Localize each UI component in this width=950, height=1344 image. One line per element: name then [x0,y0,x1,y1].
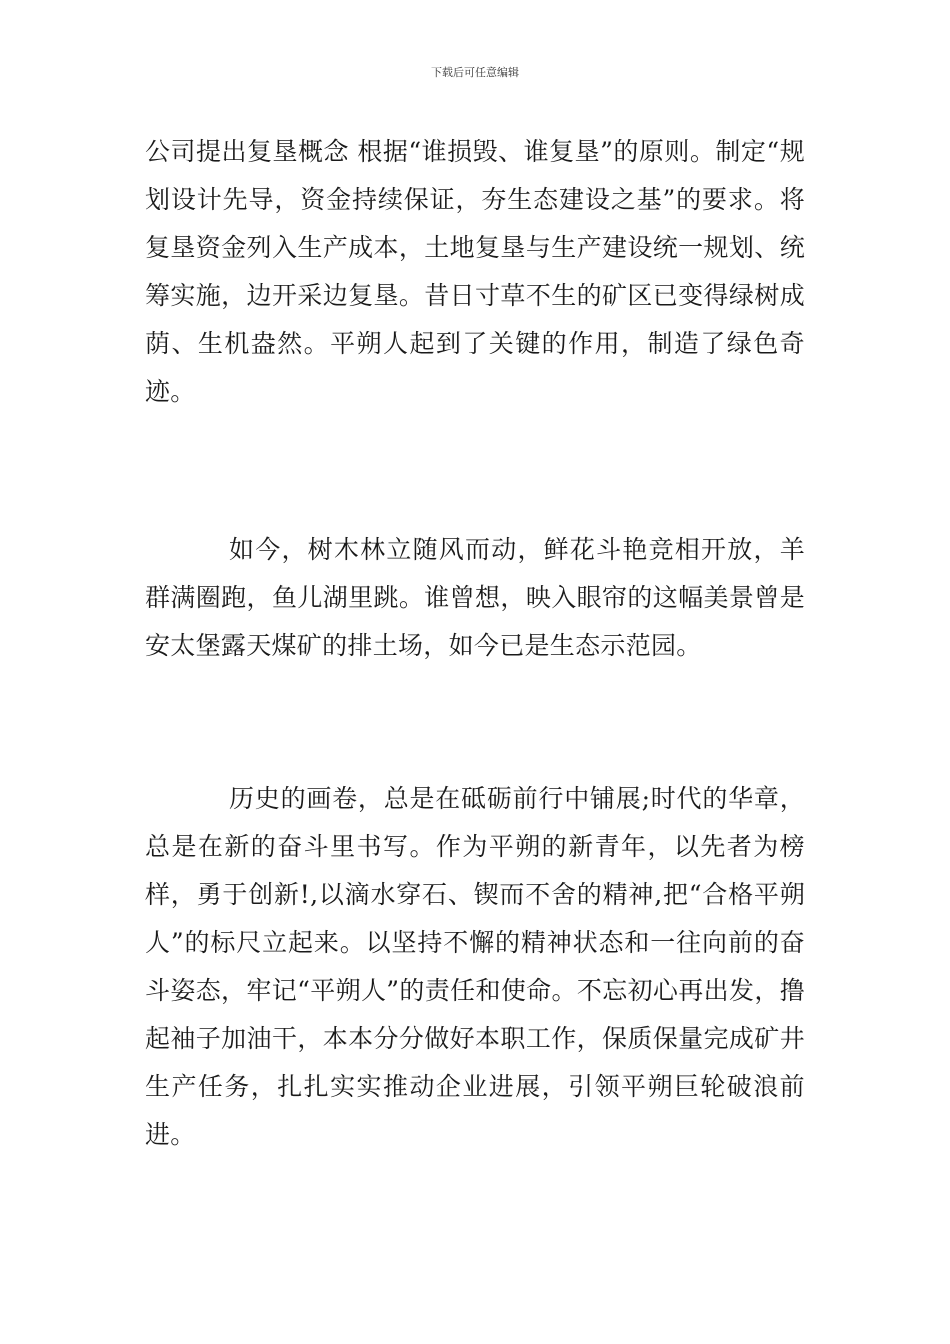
paragraph-reclamation: 公司提出复垦概念 根据“谁损毁、谁复垦”的原则。制定“规划设计先导，资金持续保证，夯生态建设之基”的要求。将复垦资金列入生产成本，土地复垦与生产建设统一规划、统筹实施，边开采边复垦。昔日寸草不生的矿区已变得绿树成荫、生机盎然。平朔人起到了关键的作用，制造了绿色奇迹。 [145,137,805,406]
paragraph-history: 历史的画卷，总是在砥砺前行中铺展;时代的华章，总是在新的奋斗里书写。作为平朔的新青年，以先者为榜样，勇于创新!,以滴水穿石、锲而不舍的精神,把“合格平朔人”的标尺立起来。以坚持不懈的精神状态和一往向前的奋斗姿态，牢记“平朔人”的责任和使命。不忘初心再出发，撸起袖子加油干，本本分分做好本职工作，保质保量完成矿井生产任务，扎扎实实推动企业进展，引领平朔巨轮破浪前进。 [145,784,805,1149]
paragraph-scenery: 如今，树木林立随风而动，鲜花斗艳竞相开放，羊群满圈跑，鱼儿湖里跳。谁曾想，映入眼帘的这幅美景曾是安太堡露天煤矿的排土场，如今已是生态示范园。 [145,535,805,660]
page-header-note: 下载后可任意编辑 [431,66,519,79]
